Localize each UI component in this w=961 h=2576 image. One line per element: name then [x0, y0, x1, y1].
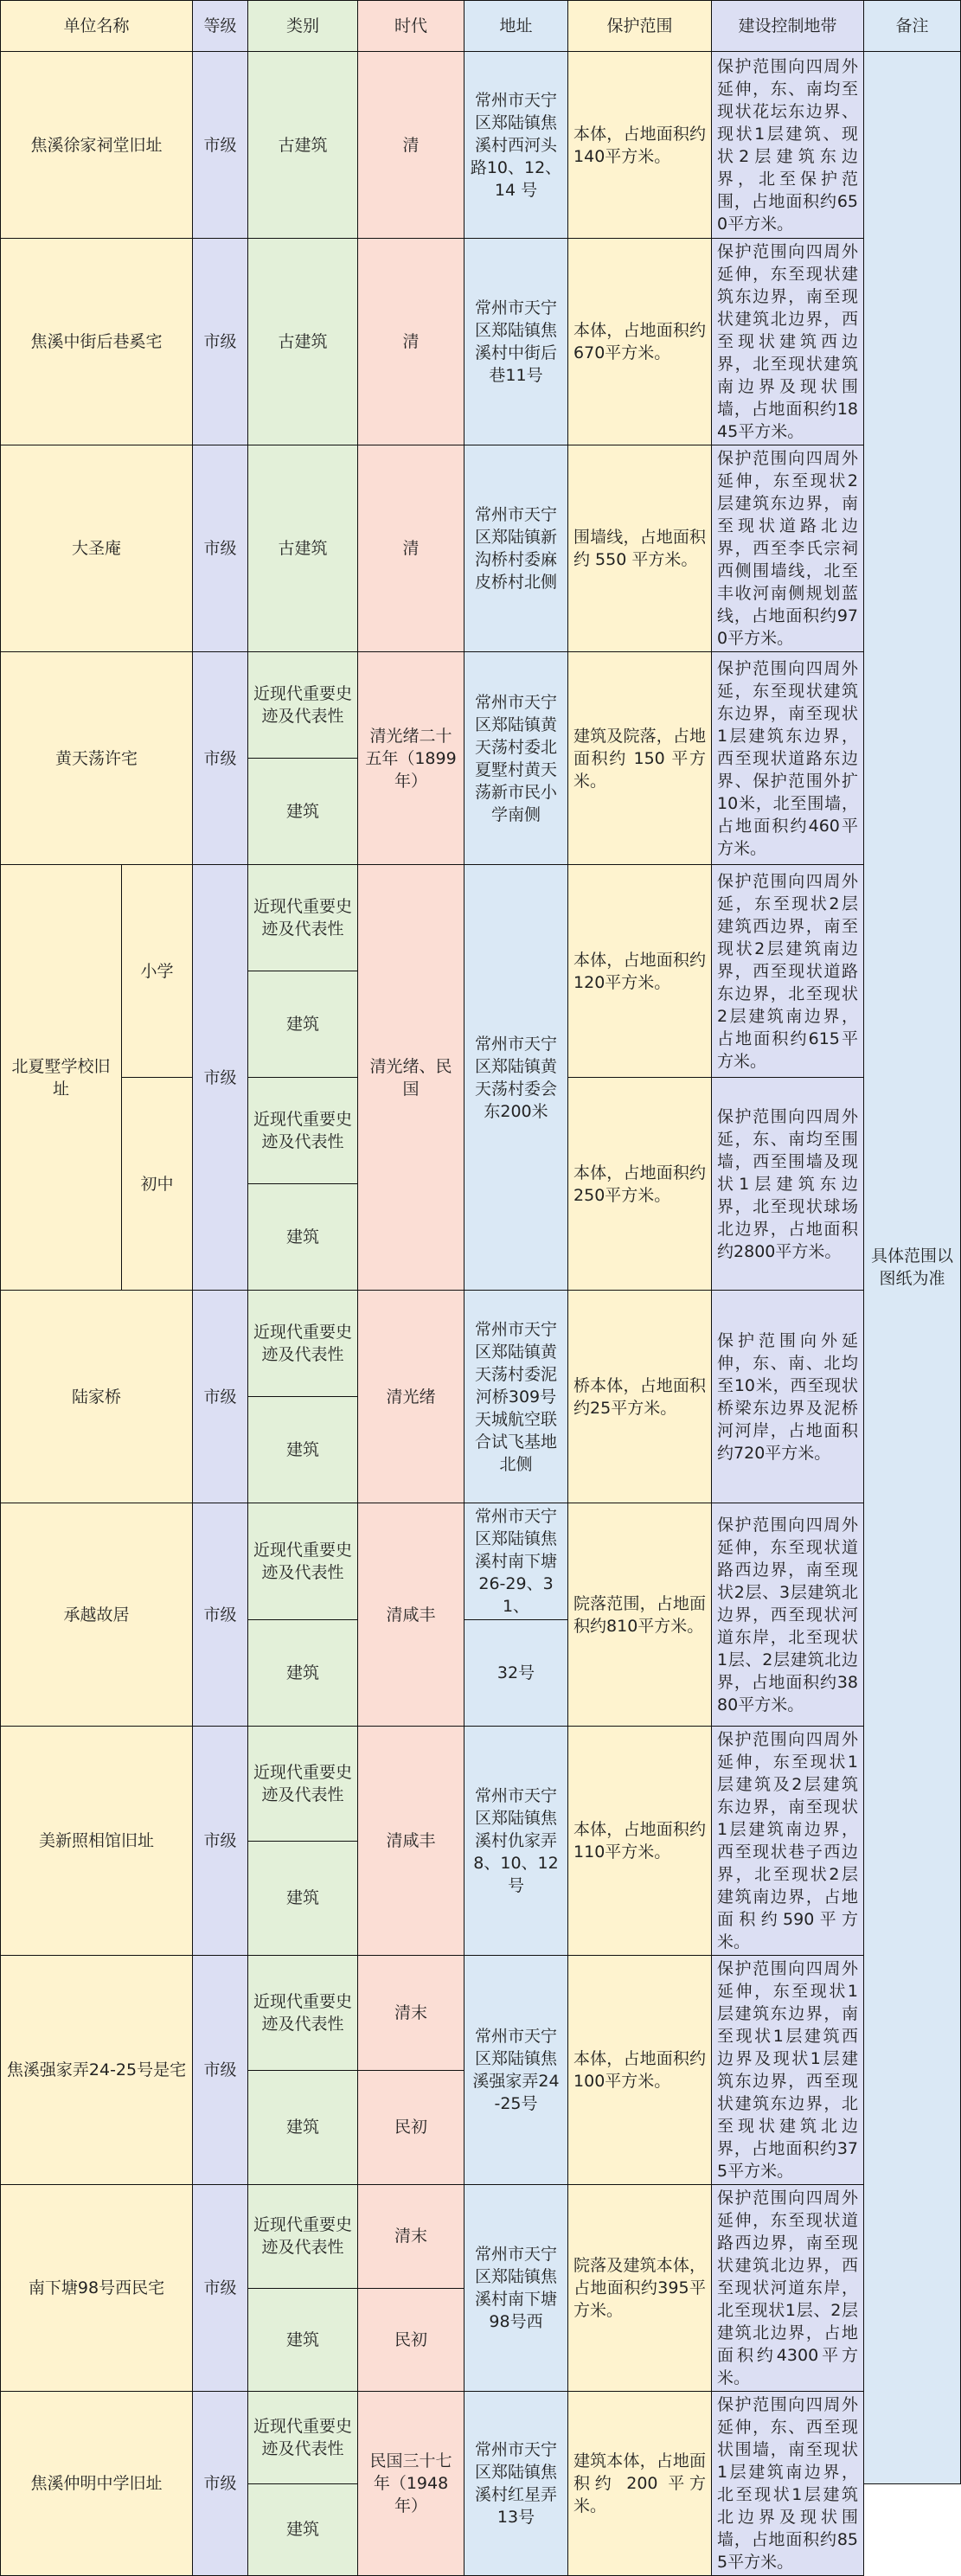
table-row [1, 2185, 961, 2289]
site-address: 常州市天宁区郑陆镇焦溪村南下塘98号西 [464, 2185, 568, 2392]
site-grade: 市级 [193, 1503, 248, 1727]
site-address: 常州市天宁区郑陆镇黄天荡村委会东200米 [464, 865, 568, 1291]
header-grade: 等级 [193, 1, 248, 52]
site-control-zone: 保护范围向四周外延伸，东、南均至现状花坛东边界、现状1层建筑、现状2层建筑东边界，北至保护范围，占地面积约650平方米。 [712, 52, 864, 239]
note-cell: 具体范围以图纸为准 [864, 52, 961, 2484]
site-control-zone: 保护范围向四周外延伸，东至现状1层建筑东边界，南至现状1层建筑西边界及现状1层建筑东边界，西至现状建筑东边界，北至现状建筑北边界，占地面积约375平方米。 [712, 1956, 864, 2185]
site-control-zone: 保护范围向四周外延，东至现状建筑东边界，南至现状1层建筑东边界，西至现状道路东边界、保护范围外扩10米，北至围墙，占地面积约460平方米。 [712, 652, 864, 865]
site-name: 南下塘98号西民宅 [1, 2185, 193, 2392]
header-row [1, 1, 961, 52]
site-protection-scope: 本体，占地面积约250平方米。 [568, 1078, 712, 1291]
table-row [1, 1956, 961, 2071]
site-category-bottom: 建筑 [248, 1184, 358, 1291]
site-category-top: 近现代重要史迹及代表性 [248, 1727, 358, 1842]
table-row [1, 652, 961, 759]
site-name: 美新照相馆旧址 [1, 1727, 193, 1956]
site-era-top: 清末 [358, 2185, 464, 2289]
site-control-zone: 保护范围向四周外延伸，东、西至现状围墙，南至现状1层建筑南边界，北至现状1层建筑北边界及现状围墙，占地面积约855平方米。 [712, 2392, 864, 2576]
header-era: 时代 [358, 1, 464, 52]
site-control-zone: 保护范围向四周外延伸，东至现状道路西边界，南至现状2层、3层建筑北边界，西至现状河道东岸，北至现状1层、2层建筑北边界，占地面积约3880平方米。 [712, 1503, 864, 1727]
site-address: 常州市天宁区郑陆镇焦溪强家弄24-25号 [464, 1956, 568, 2185]
site-grade: 市级 [193, 239, 248, 445]
site-era: 清咸丰 [358, 1503, 464, 1727]
site-name: 陆家桥 [1, 1291, 193, 1503]
site-name: 北夏墅学校旧址 [1, 865, 122, 1291]
site-category-bottom: 建筑 [248, 759, 358, 865]
header-note: 备注 [864, 1, 961, 52]
site-category-bottom: 建筑 [248, 1620, 358, 1727]
site-category-top: 近现代重要史迹及代表性 [248, 865, 358, 971]
site-address: 常州市天宁区郑陆镇焦溪村仇家弄8、10、12号 [464, 1727, 568, 1956]
site-category-bottom: 建筑 [248, 2483, 358, 2576]
table-row [1, 445, 961, 652]
site-sub-label: 初中 [122, 1078, 193, 1291]
site-grade: 市级 [193, 1727, 248, 1956]
site-category-top: 近现代重要史迹及代表性 [248, 1503, 358, 1620]
site-grade: 市级 [193, 445, 248, 652]
header-control-zone: 建设控制地带 [712, 1, 864, 52]
site-category-bottom: 建筑 [248, 2288, 358, 2392]
site-control-zone: 保护范围向四周外延伸，东至现状1层建筑及2层建筑东边界，南至现状1层建筑南边界，西至现状巷子西边界，北至现状2层建筑南边界，占地面积约590平方米。 [712, 1727, 864, 1956]
site-category-top: 近现代重要史迹及代表性 [248, 1956, 358, 2071]
site-protection-scope: 建筑本体，占地面积约 200 平方米。 [568, 2392, 712, 2576]
site-category-top: 近现代重要史迹及代表性 [248, 652, 358, 759]
site-control-zone: 保护范围向外延伸，东、南、北均至10米，西至现状桥梁东边界及泥桥河河岸，占地面积约720平方米。 [712, 1291, 864, 1503]
site-grade: 市级 [193, 2185, 248, 2392]
site-category-bottom: 建筑 [248, 1841, 358, 1956]
site-era: 清 [358, 239, 464, 445]
site-name: 承越故居 [1, 1503, 193, 1727]
site-grade: 市级 [193, 2392, 248, 2576]
site-address: 常州市天宁区郑陆镇黄天荡村委北夏墅村黄天荡新市民小学南侧 [464, 652, 568, 865]
table-row [1, 239, 961, 445]
site-era: 清光绪二十五年（1899 年） [358, 652, 464, 865]
site-protection-scope: 本体，占地面积约110平方米。 [568, 1727, 712, 1956]
site-control-zone: 保护范围向四周外延，东、南均至围墙，西至围墙及现状1层建筑东边界，北至现状球场北边界，占地面积约2800平方米。 [712, 1078, 864, 1291]
site-category-top: 近现代重要史迹及代表性 [248, 1291, 358, 1397]
site-era: 清 [358, 445, 464, 652]
site-protection-scope: 本体，占地面积约100平方米。 [568, 1956, 712, 2185]
site-name: 焦溪仲明中学旧址 [1, 2392, 193, 2576]
site-era-bottom: 民初 [358, 2070, 464, 2185]
header-category: 类别 [248, 1, 358, 52]
site-category-top: 近现代重要史迹及代表性 [248, 2185, 358, 2289]
site-protection-scope: 本体，占地面积约140平方米。 [568, 52, 712, 239]
site-era-bottom: 民初 [358, 2288, 464, 2392]
site-name: 焦溪中街后巷奚宅 [1, 239, 193, 445]
header-protection-scope: 保护范围 [568, 1, 712, 52]
site-address: 常州市天宁区郑陆镇新沟桥村委麻皮桥村北侧 [464, 445, 568, 652]
site-category-top: 近现代重要史迹及代表性 [248, 2392, 358, 2484]
site-control-zone: 保护范围向四周外延伸，东至现状建筑东边界，南至现状建筑北边界，西至现状建筑西边界，北至现状建筑南边界及现状围墙，占地面积约1845平方米。 [712, 239, 864, 445]
site-name: 黄天荡许宅 [1, 652, 193, 865]
table-row [1, 52, 961, 239]
site-control-zone: 保护范围向四周外延伸，东至现状2层建筑东边界，南至现状道路北边界，西至李氏宗祠西侧围墙线，北至丰收河南侧规划蓝线，占地面积约970平方米。 [712, 445, 864, 652]
site-protection-scope: 院落范围，占地面积约810平方米。 [568, 1503, 712, 1727]
site-control-zone: 保护范围向四周外延，东至现状2层建筑西边界，南至现状2层建筑南边界，西至现状道路东边界，北至现状2层建筑南边界，占地面积约615平方米。 [712, 865, 864, 1078]
site-protection-scope: 本体，占地面积约670平方米。 [568, 239, 712, 445]
site-protection-scope: 建筑及院落，占地面积约 150 平方米。 [568, 652, 712, 865]
site-address: 常州市天宁区郑陆镇焦溪村中街后巷11号 [464, 239, 568, 445]
header-name: 单位名称 [1, 1, 193, 52]
site-name: 焦溪强家弄24-25号是宅 [1, 1956, 193, 2185]
site-address: 常州市天宁区郑陆镇焦溪村红星弄13号 [464, 2392, 568, 2576]
site-category: 古建筑 [248, 239, 358, 445]
site-address-bottom: 32号 [464, 1620, 568, 1727]
site-category-bottom: 建筑 [248, 2070, 358, 2185]
site-grade: 市级 [193, 865, 248, 1291]
site-era: 清 [358, 52, 464, 239]
site-category: 古建筑 [248, 445, 358, 652]
site-category-bottom: 建筑 [248, 971, 358, 1078]
site-era: 清光绪 [358, 1291, 464, 1503]
header-address: 地址 [464, 1, 568, 52]
site-address: 常州市天宁区郑陆镇焦溪村西河头路10、12、14 号 [464, 52, 568, 239]
site-sub-label: 小学 [122, 865, 193, 1078]
site-control-zone: 保护范围向四周外延伸，东至现状道路西边界，南至现状建筑北边界，西至现状河道东岸，北至现状1层、2层建筑北边界，占地面积约4300平方米。 [712, 2185, 864, 2392]
table-row [1, 1503, 961, 1620]
site-grade: 市级 [193, 52, 248, 239]
site-address-top: 常州市天宁区郑陆镇焦溪村南下塘26-29、31、 [464, 1503, 568, 1620]
site-name: 大圣庵 [1, 445, 193, 652]
table-row [1, 2392, 961, 2484]
site-protection-scope: 院落及建筑本体，占地面积约395平方米。 [568, 2185, 712, 2392]
site-era-top: 清末 [358, 1956, 464, 2071]
site-name: 焦溪徐家祠堂旧址 [1, 52, 193, 239]
site-grade: 市级 [193, 1291, 248, 1503]
site-grade: 市级 [193, 1956, 248, 2185]
site-protection-scope: 桥本体，占地面积约25平方米。 [568, 1291, 712, 1503]
table-row [1, 1291, 961, 1397]
site-era: 清光绪、民国 [358, 865, 464, 1291]
table-row [1, 865, 961, 971]
site-protection-scope: 围墙线，占地面积约 550 平方米。 [568, 445, 712, 652]
site-category: 古建筑 [248, 52, 358, 239]
site-category-bottom: 建筑 [248, 1397, 358, 1503]
table-row [1, 1727, 961, 1842]
site-address: 常州市天宁区郑陆镇黄天荡村委泥河桥309号天城航空联合试飞基地北侧 [464, 1291, 568, 1503]
site-category-top: 近现代重要史迹及代表性 [248, 1078, 358, 1184]
site-era: 清咸丰 [358, 1727, 464, 1956]
site-protection-scope: 本体，占地面积约120平方米。 [568, 865, 712, 1078]
site-grade: 市级 [193, 652, 248, 865]
site-era: 民国三十七年（1948 年） [358, 2392, 464, 2576]
